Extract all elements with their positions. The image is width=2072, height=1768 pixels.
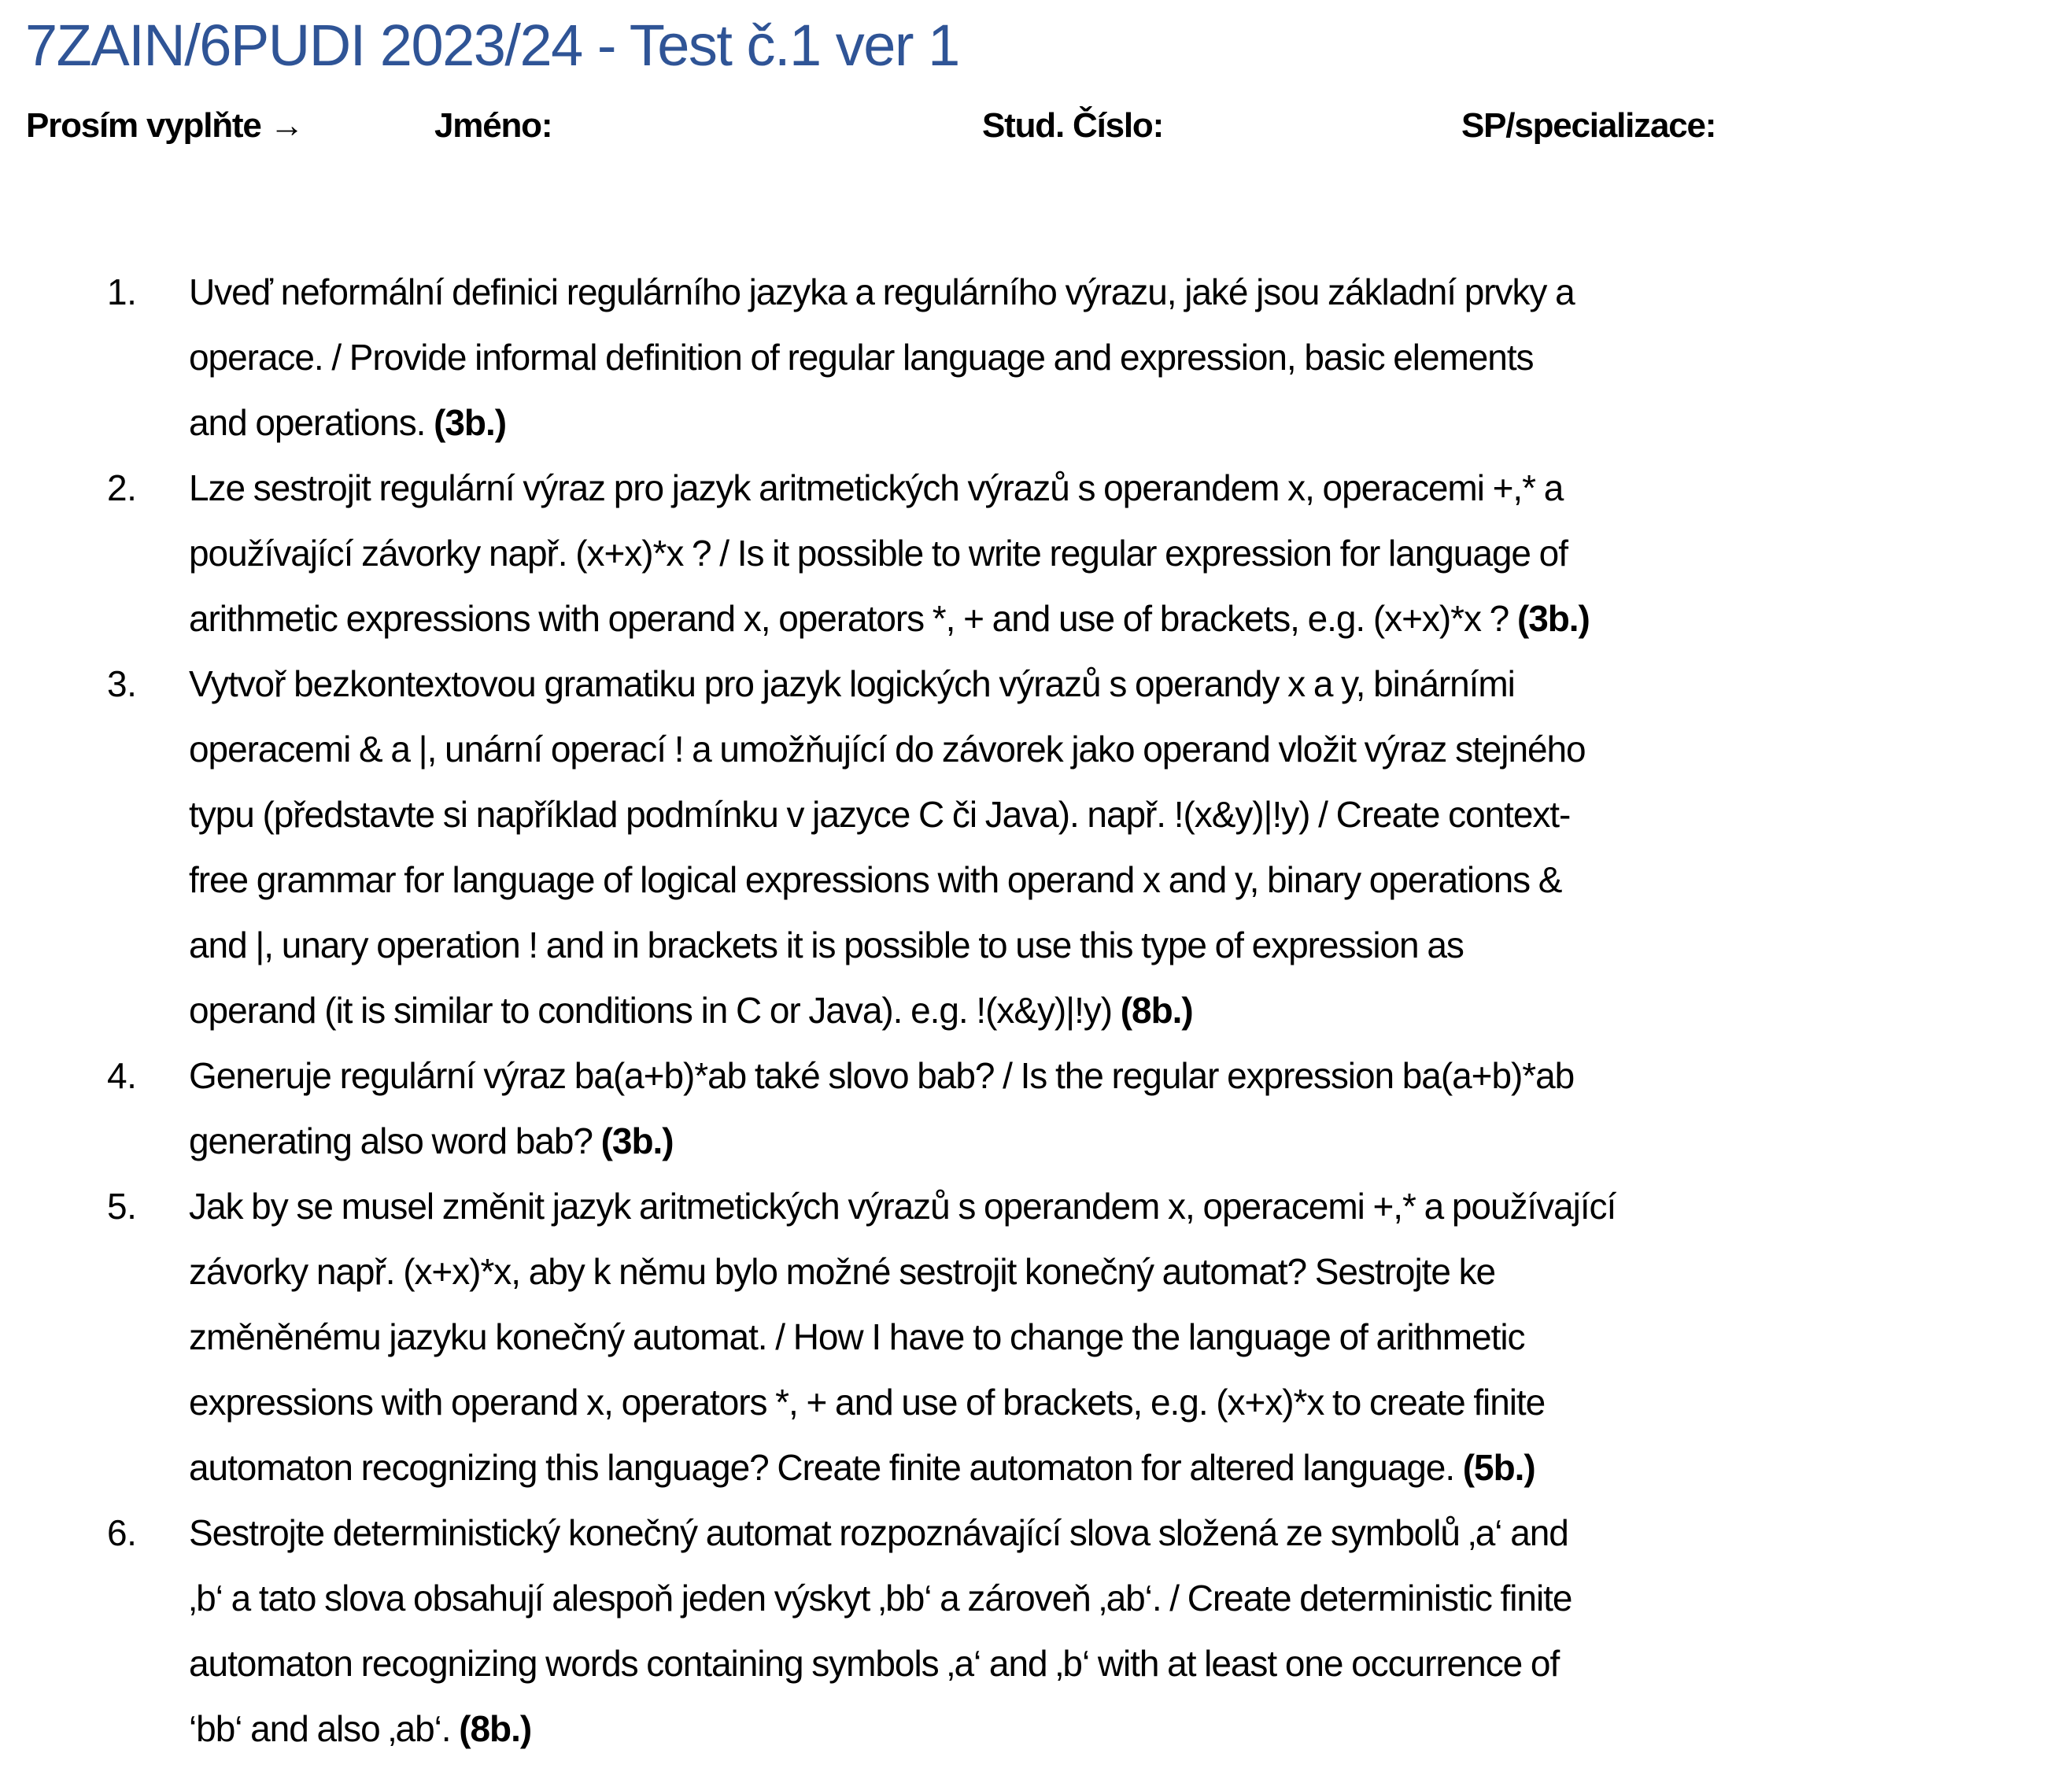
study-program-label: SP/specializace: xyxy=(1461,106,1716,145)
question-5 xyxy=(0,1174,2072,1500)
student-number-label: Stud. Číslo: xyxy=(982,106,1164,145)
question-line: Uveď neformální definici regulárního jazyka a regulárního výrazu, jaké jsou základní prvky a xyxy=(189,271,1575,312)
question-2 xyxy=(0,456,2072,651)
question-line xyxy=(189,586,2072,651)
question-number: 4. xyxy=(107,1055,137,1096)
question-line: operacemi & a |, unární operací ! a umožňující do závorek jako operand vložit výraz stejného xyxy=(189,729,1586,770)
question-line: Generuje regulární výraz ba(a+b)*ab také slovo bab? / Is the regular expression ba(a+b)*ab xyxy=(189,1055,1575,1096)
question-line: závorky např. (x+x)*x, aby k němu bylo možné sestrojit konečný automat? Sestrojte ke xyxy=(189,1251,1496,1292)
question-line xyxy=(189,390,2072,456)
question-line-text: and operations. xyxy=(189,402,434,443)
question-line xyxy=(189,1696,2072,1762)
question-list xyxy=(0,260,2072,1762)
question-number: 1. xyxy=(107,271,137,312)
question-line: změněnému jazyku konečný automat. / How I have to change the language of arithmetic xyxy=(189,1316,1525,1357)
question-text xyxy=(189,456,2072,651)
question-line-text: operand (it is similar to conditions in C or Java). e.g. !(x&y)|!y) xyxy=(189,990,1121,1031)
fill-in-prompt: Prosím vyplňte → xyxy=(26,106,304,145)
question-line: and |, unary operation ! and in brackets it is possible to use this type of expression as xyxy=(189,925,1464,965)
question-line-text: generating also word bab? xyxy=(189,1120,601,1161)
question-4 xyxy=(0,1043,2072,1174)
question-text xyxy=(189,651,2072,1043)
question-line: operace. / Provide informal definition of regular language and expression, basic elements xyxy=(189,337,1534,378)
question-line: Sestrojte deterministický konečný automat rozpoznávající slova složená ze symbolů ‚a‘ and xyxy=(189,1512,1568,1553)
question-1 xyxy=(0,260,2072,456)
question-line: typu (představte si například podmínku v jazyce C či Java). např. !(x&y)|!y) / Create context- xyxy=(189,794,1571,835)
question-line xyxy=(189,978,2072,1043)
question-number: 6. xyxy=(107,1512,137,1553)
question-line: expressions with operand x, operators *, + and use of brackets, e.g. (x+x)*x to create finite xyxy=(189,1382,1546,1423)
points-badge: (3b.) xyxy=(434,402,506,443)
question-text xyxy=(189,260,2072,456)
question-line: Lze sestrojit regulární výraz pro jazyk aritmetických výrazů s operandem x, operacemi +,* a xyxy=(189,467,1564,508)
question-line xyxy=(189,1435,2072,1500)
question-text xyxy=(189,1174,2072,1500)
question-text xyxy=(189,1500,2072,1762)
points-badge: (5b.) xyxy=(1462,1447,1535,1488)
page-title: 7ZAIN/6PUDI 2023/24 - Test č.1 ver 1 xyxy=(25,13,959,78)
points-badge: (3b.) xyxy=(600,1120,674,1161)
question-line xyxy=(189,1109,2072,1174)
student-info-row xyxy=(0,98,2072,153)
points-badge: (8b.) xyxy=(459,1708,532,1749)
question-number: 2. xyxy=(107,467,137,508)
points-badge: (3b.) xyxy=(1516,598,1590,639)
question-line: používající závorky např. (x+x)*x ? / Is it possible to write regular expression for language of xyxy=(189,533,1568,574)
points-badge: (8b.) xyxy=(1120,990,1193,1031)
question-line: Vytvoř bezkontextovou gramatiku pro jazyk logických výrazů s operandy x a y, binárními xyxy=(189,663,1515,704)
question-line: ‚b‘ a tato slova obsahují alespoň jeden výskyt ‚bb‘ a zároveň ‚ab‘. / Create deterministic finite xyxy=(189,1578,1572,1619)
question-6 xyxy=(0,1500,2072,1762)
question-line: automaton recognizing words containing symbols ‚a‘ and ‚b‘ with at least one occurrence of xyxy=(189,1643,1560,1684)
question-text xyxy=(189,1043,2072,1174)
question-number: 3. xyxy=(107,663,137,704)
name-label: Jméno: xyxy=(434,106,552,145)
question-3 xyxy=(0,651,2072,1043)
question-line: Jak by se musel změnit jazyk aritmetických výrazů s operandem x, operacemi +,* a používající xyxy=(189,1186,1616,1227)
question-line-text: ‘bb‘ and also ‚ab‘. xyxy=(189,1708,460,1749)
question-line-text: automaton recognizing this language? Create finite automaton for altered language. xyxy=(189,1447,1463,1488)
question-number: 5. xyxy=(107,1186,137,1227)
question-line-text: arithmetic expressions with operand x, operators *, + and use of brackets, e.g. (x+x)*x ? xyxy=(189,598,1517,639)
question-line: free grammar for language of logical expressions with operand x and y, binary operations & xyxy=(189,859,1562,900)
